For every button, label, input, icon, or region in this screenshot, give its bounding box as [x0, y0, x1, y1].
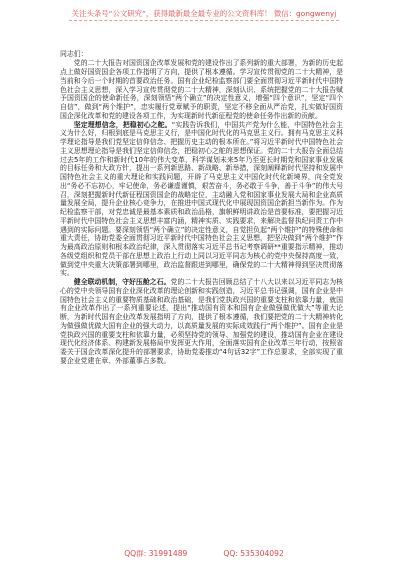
footer-qq-group: QQ群: 31991489	[124, 549, 188, 558]
section-1-body: “实践告诉我们，中国共产党为什么能，中国特色社会主义为什么好，归根到底是马克思主义行，是中国化时代化的马克思主义行。拥有马克思主义科学理论指导是我们党坚定信仰信念、把握历史主动的根本所在。”将习近平新时代中国特色社会主义思想理论指导是我们坚定信仰信念，把稳初心之舵的思想保证。党的二十大报告全面总结过去5年的工作和新时代10年的伟大变革，科学谋划未来5年乃至更长时期党和国家事业发展的目标任务和大政方针，提出一系列新思路、新战略、新举措，深刻阐释新时代坚持和发展中国特色社会主义的重大理论和实践问题，开辟了马克思主义中国化时代化新境界，向全党发出“务必不忘初心，牢记使命，务必谦虚谨慎，艰苦奋斗，务必敢于斗争，善于斗争”的伟大号召，深刻把握新时代新征程国资国企的战略定位，主动融入党和国家事业发展大局和企业高质量发展全局，提升企业核心竞争力，在推进中国式现代化中展现国资国企新担当新作为。作为纪检监察干部，对党忠诚是最基本素质和政治品格，旗帜鲜明讲政治是首要标准，要把握习近平新时代中国特色社会主义思想丰富内涵，精神实质、实践要求，来解决监督执纪问责工作中遇到的实际问题。要深刻领悟“两个确立”的决定性意义，自觉担负起“两个维护”的特殊使命和重大责任，协助党委全面贯彻习近平新时代中国特色社会主义思想，把坚决做到“两个维护”作为最高政治原则和根本政治纪律，深入贯彻落实习近平总书记考察调研**重要指示精神，推动各级党组织和党员干部在思想上政治上行动上同以习近平同志为核心的党中央保持高度一致，做到党中央重大决策部署到哪里，政治监督跟进到哪里，确保党的二十大精神得到坚决贯彻落实。	[60, 120, 343, 278]
section-2-heading: 健全联动机制，守好压舱之石。	[73, 278, 171, 286]
salutation: 同志们：	[60, 50, 88, 58]
section-1-heading: 坚定理想信念，把稳初心之舵。	[73, 120, 172, 129]
section-2-body: 党的二十大报告回顾总结了十八大以来以习近平同志为核心的党中央领导国有企业深化改革的理论创新和实践创造，习近平总书记强调，国有企业是中国特色社会主义的重要物质基础和政治基础，是我们党执政兴国的重要支柱和依靠力量，就国有企业改革作出了一系列重要论述，提出“推动国有资本和国有企业做强做优做大”等重大论断，为新时代国有企业改革发展指明了方向，提供了根本遵循，我们要把党的二十大精神转化为做强做优做大国有企业的强大动力，以高质量发展的实际成效践行“两个维护”。国有企业是党执政兴国的重要支柱和依靠力量，必须坚持党的领导、加强党的建设，推动国有企业在建设现代化经济体系、构建新发展格局中发挥更大作用，全面落实国有企业改革三年行动，按照省委关于国企改革深化提升的部署要求，协助党委推动“4句话32字”工作总要求，全部实现了重要企业党建在章、外部董事占多数。	[60, 278, 343, 365]
banner-text[interactable]: 关注头条号“公文研究”，获得最新最全最专业的公文资料库！ 微信：gongwenyj	[69, 9, 340, 21]
paragraph-intro: 党的二十大报告对国资国企改革发展和党的建设作出了系列新的重大部署，为新的历史起点上做好国资国企各项工作指明了方向，提供了根本遵循。学习宣传贯彻党的二十大精神，是当前和今后一个时期的首要政治任务。国有企业纪检监察部门要全面贯彻习近平新时代中国特色社会主义思想，深入学习宣传贯彻党的二十大精神，深刻认识、系统把握党的二十大报告赋予国资国企的使命新任务，深刻领悟“两个确立”的决定性意义，增强“四个意识”，坚定“四个自信”，做到“两个维护”，忠实履行党章赋予的职责，坚定不移全面从严治党，扎实做好国资国企深化改革和党的建设各项工作，为实现新时代新征程党的使命任务作出新的贡献。	[60, 59, 343, 120]
document-body	[60, 50, 343, 536]
top-banner	[0, 0, 408, 34]
footer-qq-number: QQ: 535304092	[223, 549, 284, 558]
paragraph-section-1	[60, 121, 343, 279]
paragraph-section-2	[60, 278, 343, 366]
footer	[0, 546, 408, 562]
